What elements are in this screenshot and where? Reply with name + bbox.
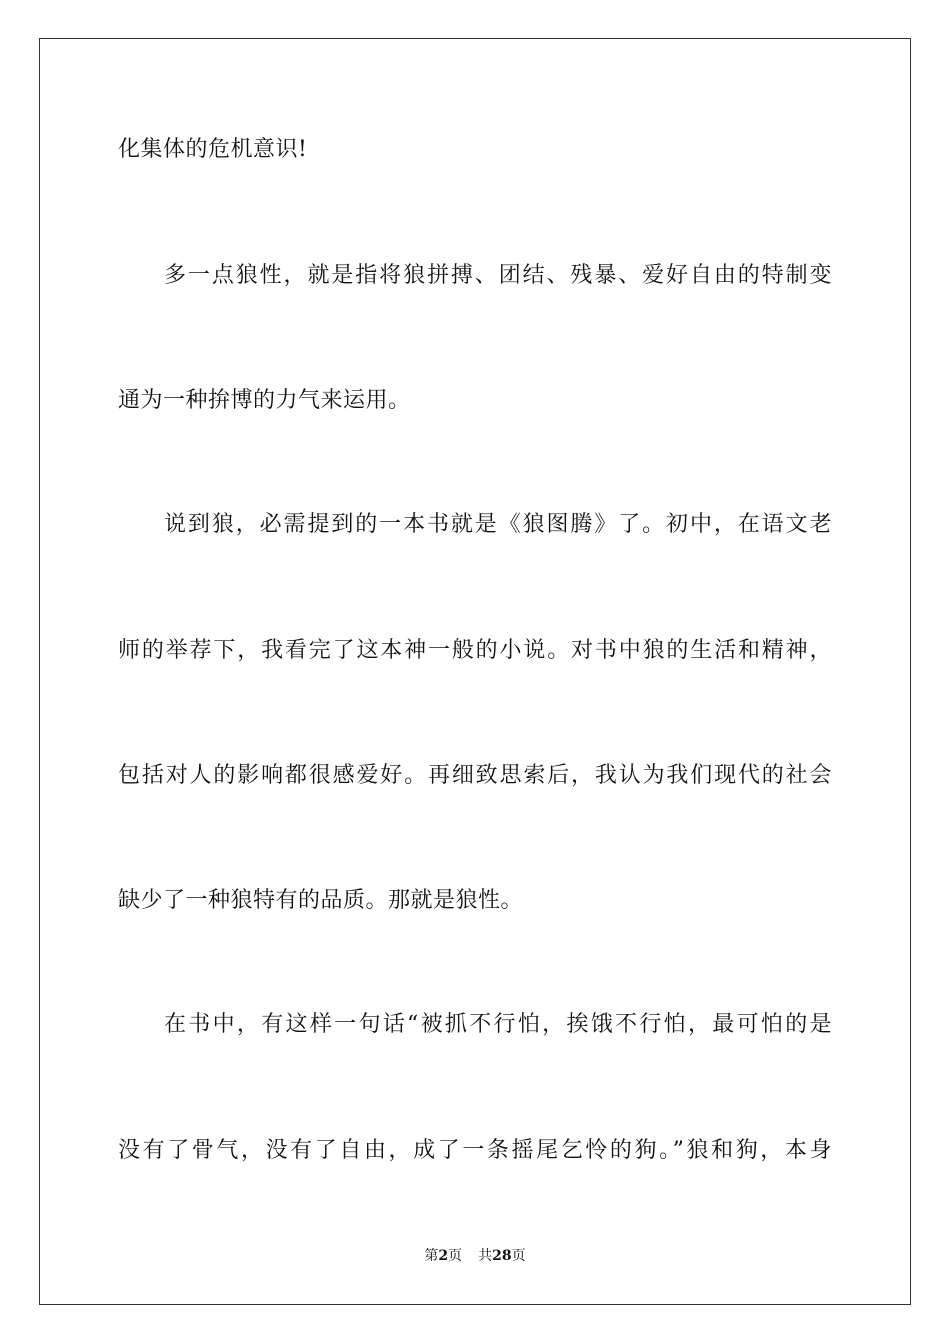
total-prefix: 共 [478,1248,493,1264]
text-line-4: 说到狼，必需提到的一本书就是《狼图腾》了。初中，在语文老 [164,512,832,537]
total-pages: 28 [492,1248,512,1264]
page-frame [39,38,911,1305]
page-suffix: 页 [448,1248,463,1264]
total-suffix: 页 [511,1248,526,1264]
text-line-7: 缺少了一种狼特有的品质。那就是狼性。 [118,888,524,913]
text-line-5: 师的举荐下，我看完了这本神一般的小说。对书中狼的生活和精神， [118,638,832,663]
text-line-6: 包括对人的影响都很感爱好。再细致思索后，我认为我们现代的社会 [118,763,832,788]
text-line-9: 没有了骨气，没有了自由，成了一条摇尾乞怜的狗。”狼和狗，本身 [118,1138,832,1163]
page-number: 2 [438,1248,449,1264]
page-footer [0,1246,950,1266]
text-line-1: 化集体的危机意识! [118,137,308,162]
page-prefix: 第 [424,1248,439,1264]
text-line-8: 在书中，有这样一句话“被抓不行怕，挨饿不行怕，最可怕的是 [164,1012,832,1037]
text-line-2: 多一点狼性，就是指将狼拼搏、团结、残暴、爱好自由的特制变 [164,263,832,288]
text-line-3: 通为一种拚博的力气来运用。 [118,388,411,413]
